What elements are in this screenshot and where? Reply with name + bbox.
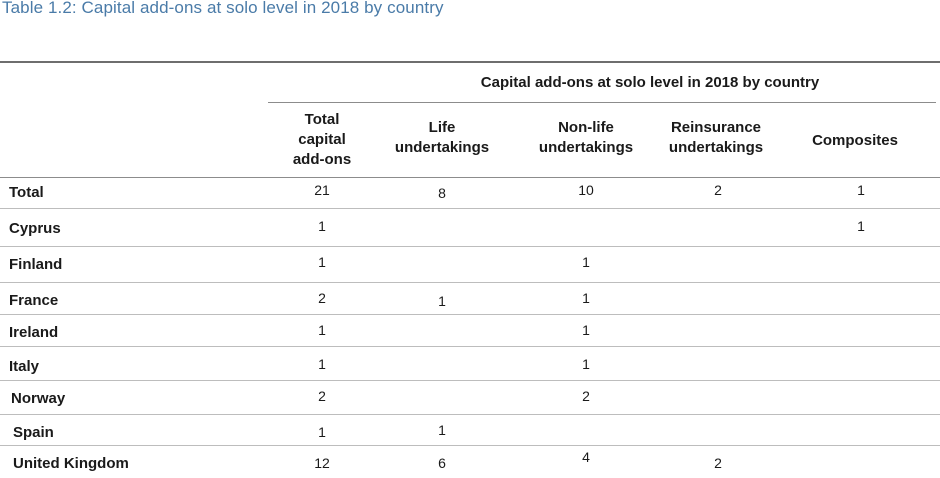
row-label: Italy [9, 358, 40, 375]
table-cell: 1 [318, 322, 326, 338]
table-cell: 4 [582, 449, 590, 465]
table-cell: 1 [438, 293, 446, 309]
table-caption: Table 1.2: Capital add-ons at solo level in 2018 by country [2, 0, 444, 17]
table-cell: 1 [582, 322, 590, 338]
table-cell: 1 [857, 182, 865, 198]
column-header-life-undertakings: Life undertakings [394, 119, 490, 156]
table-cell: 21 [314, 182, 330, 198]
row-label: Spain [13, 424, 54, 441]
row-label: Finland [9, 256, 63, 273]
table-cell: 2 [582, 388, 590, 404]
row-label: Cyprus [9, 220, 61, 237]
column-header-composites: Composites [812, 132, 898, 149]
table-cell: 1 [582, 254, 590, 270]
row-divider [0, 414, 940, 415]
table-cell: 1 [318, 356, 326, 372]
table-top-rule [0, 61, 940, 63]
column-header-reinsurance-undertakings: Reinsurance undertakings [668, 119, 764, 156]
row-divider [0, 282, 940, 283]
row-label: France [9, 292, 59, 309]
row-divider [0, 314, 940, 315]
header-bottom-rule [0, 177, 940, 178]
row-divider [0, 346, 940, 347]
column-header-total-capital-add-ons: Total capital add-ons [292, 111, 352, 168]
table-cell: 2 [318, 290, 326, 306]
table-cell: 1 [438, 422, 446, 438]
row-label: Norway [11, 390, 66, 407]
table-cell: 1 [318, 218, 326, 234]
row-divider [0, 208, 940, 209]
table-cell: 10 [578, 182, 594, 198]
table-cell: 1 [857, 218, 865, 234]
table-cell: 1 [582, 356, 590, 372]
column-group-rule [268, 102, 936, 103]
table-cell: 2 [714, 182, 722, 198]
row-label: United Kingdom [13, 455, 129, 472]
table-cell: 2 [714, 455, 722, 471]
row-divider [0, 445, 940, 446]
column-header-non-life-undertakings: Non-life undertakings [538, 119, 634, 156]
table-cell: 6 [438, 455, 446, 471]
table-cell: 1 [318, 254, 326, 270]
table-cell: 12 [314, 455, 330, 471]
column-group-header: Capital add-ons at solo level in 2018 by country [480, 74, 820, 91]
row-label: Total [9, 184, 44, 201]
row-divider [0, 380, 940, 381]
table-cell: 2 [318, 388, 326, 404]
row-divider [0, 246, 940, 247]
table-cell: 8 [438, 185, 446, 201]
row-label: Ireland [9, 324, 59, 341]
table-cell: 1 [582, 290, 590, 306]
table-cell: 1 [318, 424, 326, 440]
